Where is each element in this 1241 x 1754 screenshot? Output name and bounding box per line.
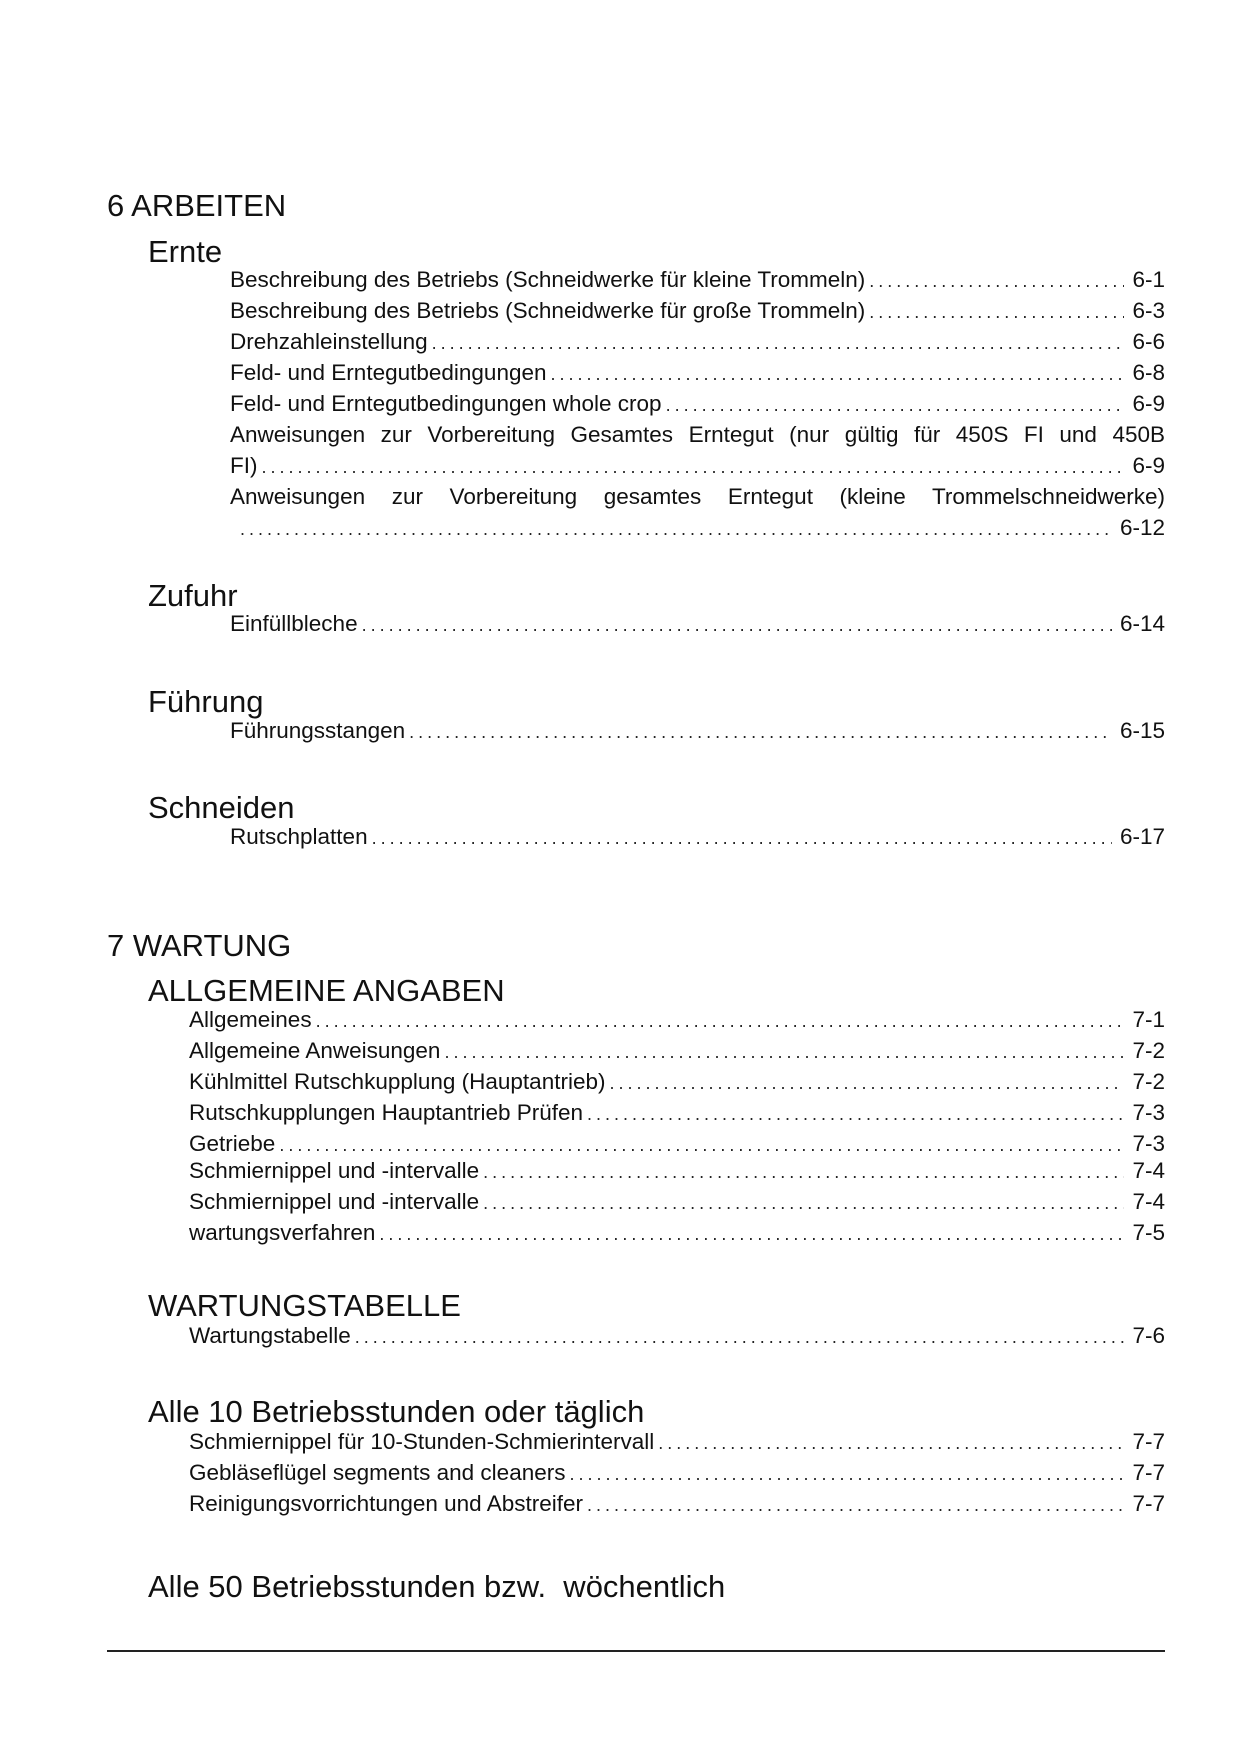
leader-dots [483,1158,1124,1186]
toc-entry[interactable] [189,1428,1165,1457]
toc-entry[interactable] [189,1157,1165,1186]
leader-dots [483,1189,1124,1217]
toc-entry-page: 7-4 [1132,1189,1165,1214]
toc-entry-label: Gebläseflügel segments and cleaners [189,1460,566,1485]
toc-entry-label-line1[interactable]: Anweisungen zur Vorbereitung gesamtes Erntegut (kleine Trommelschneidwerke) [230,484,1165,509]
toc-entry-label: Drehzahleinstellung [230,329,428,354]
toc-entry-label: Kühlmittel Rutschkupplung (Hauptantrieb) [189,1069,606,1094]
toc-entry[interactable] [189,1219,1165,1248]
toc-entry[interactable] [189,1188,1165,1217]
toc-entry-page: 7-2 [1132,1069,1165,1094]
toc-entry-label: Rutschkupplungen Hauptantrieb Prüfen [189,1100,584,1125]
footer-rule [107,1650,1165,1652]
toc-entry-page: 7-7 [1132,1429,1165,1454]
toc-entry[interactable] [189,1068,1165,1097]
toc-entry-page: 7-5 [1132,1220,1165,1245]
toc-entry[interactable] [189,1322,1165,1351]
toc-entry[interactable] [230,452,1165,481]
leader-dots [409,718,1112,746]
leader-dots [869,298,1124,326]
toc-entry-label: Getriebe [189,1131,276,1156]
section-fuehrung-title: Führung [148,684,264,719]
toc-entry[interactable] [230,297,1165,326]
leader-dots [316,1007,1125,1035]
toc-entry[interactable] [189,1037,1165,1066]
toc-entry-label: Schmiernippel für 10-Stunden-Schmierintervall [189,1429,655,1454]
toc-entry-label: Führungsstangen [230,718,406,743]
toc-entry-label: Feld- und Erntegutbedingungen whole crop [230,391,662,416]
chapter-7-title: 7 WARTUNG [107,928,292,963]
leader-dots [869,267,1124,295]
section-50h-title: Alle 50 Betriebsstunden bzw. wöchentlich [148,1569,726,1604]
leader-dots [279,1131,1124,1159]
toc-entry-page: 6-17 [1119,824,1165,849]
toc-entry-label: Beschreibung des Betriebs (Schneidwerke für große Trommeln) [230,298,866,323]
toc-entry-page: 6-9 [1132,391,1165,416]
toc-entry[interactable] [230,717,1165,746]
toc-entry-page: 7-2 [1132,1038,1165,1063]
leader-dots [666,391,1125,419]
toc-entry-page: 7-1 [1132,1007,1165,1032]
section-schneiden-title: Schneiden [148,790,295,825]
toc-entry-label: Beschreibung des Betriebs (Schneidwerke für kleine Trommeln) [230,267,866,292]
toc-entry-label-line1[interactable]: Anweisungen zur Vorbereitung Gesamtes Erntegut (nur gültig für 450S FI und 450B [230,422,1165,447]
leader-dots [658,1429,1124,1457]
toc-entry-label: Feld- und Erntegutbedingungen [230,360,547,385]
leader-dots [355,1323,1125,1351]
section-allgemeine-title: ALLGEMEINE ANGABEN [148,973,505,1008]
toc-entry[interactable] [230,390,1165,419]
leader-dots [551,360,1125,388]
toc-entry[interactable] [189,1006,1165,1035]
toc-entry-page: 6-3 [1132,298,1165,323]
toc-entry-page: 7-4 [1132,1158,1165,1183]
leader-dots [444,1038,1124,1066]
toc-entry-page: 6-14 [1119,611,1165,636]
section-ernte-title: Ernte [148,234,223,269]
leader-dots [587,1100,1124,1128]
toc-entry-page: 6-1 [1132,267,1165,292]
toc-entry[interactable] [189,1459,1165,1488]
leader-dots [362,611,1112,639]
toc-entry[interactable] [230,610,1165,639]
toc-entry-label: Rutschplatten [230,824,368,849]
toc-entry[interactable] [230,328,1165,357]
toc-entry-label: Schmiernippel und -intervalle [189,1158,480,1183]
toc-entry-page: 7-3 [1132,1131,1165,1156]
leader-dots [569,1460,1124,1488]
toc-entry-label: Allgemeine Anweisungen [189,1038,441,1063]
leader-dots [379,1220,1124,1248]
toc-entry[interactable] [230,266,1165,295]
toc-entry-label: Reinigungsvorrichtungen und Abstreifer [189,1491,583,1516]
section-10h-title: Alle 10 Betriebsstunden oder täglich [148,1394,645,1429]
section-zufuhr-title: Zufuhr [148,578,238,613]
toc-entry-label: Schmiernippel und -intervalle [189,1189,480,1214]
toc-entry[interactable] [189,1099,1165,1128]
toc-entry-label: Wartungstabelle [189,1323,351,1348]
toc-entry-label: Allgemeines [189,1007,312,1032]
toc-entry-page: 7-6 [1132,1323,1165,1348]
toc-entry-page: 6-15 [1119,718,1165,743]
leader-dots [262,453,1125,481]
leader-dots [240,515,1112,543]
toc-entry-label-line2: FI) [230,453,258,478]
toc-entry-page: 7-7 [1132,1491,1165,1516]
chapter-6-title: 6 ARBEITEN [107,188,287,223]
toc-entry-page: 6-12 [1119,515,1165,540]
section-wartungstabelle-title: WARTUNGSTABELLE [148,1288,461,1323]
toc-entry[interactable] [230,359,1165,388]
toc-entry-page: 6-9 [1132,453,1165,478]
leader-dots [609,1069,1124,1097]
toc-entry[interactable] [240,514,1165,543]
toc-entry-page: 6-6 [1132,329,1165,354]
toc-entry[interactable] [189,1130,1165,1159]
toc-entry[interactable] [189,1490,1165,1519]
toc-entry-label: wartungsverfahren [189,1220,376,1245]
leader-dots [587,1491,1124,1519]
toc-entry-page: 6-8 [1132,360,1165,385]
leader-dots [432,329,1125,357]
toc-entry-page: 7-3 [1132,1100,1165,1125]
leader-dots [372,824,1112,852]
toc-entry-page: 7-7 [1132,1460,1165,1485]
toc-entry-label: Einfüllbleche [230,611,358,636]
toc-entry[interactable] [230,823,1165,852]
